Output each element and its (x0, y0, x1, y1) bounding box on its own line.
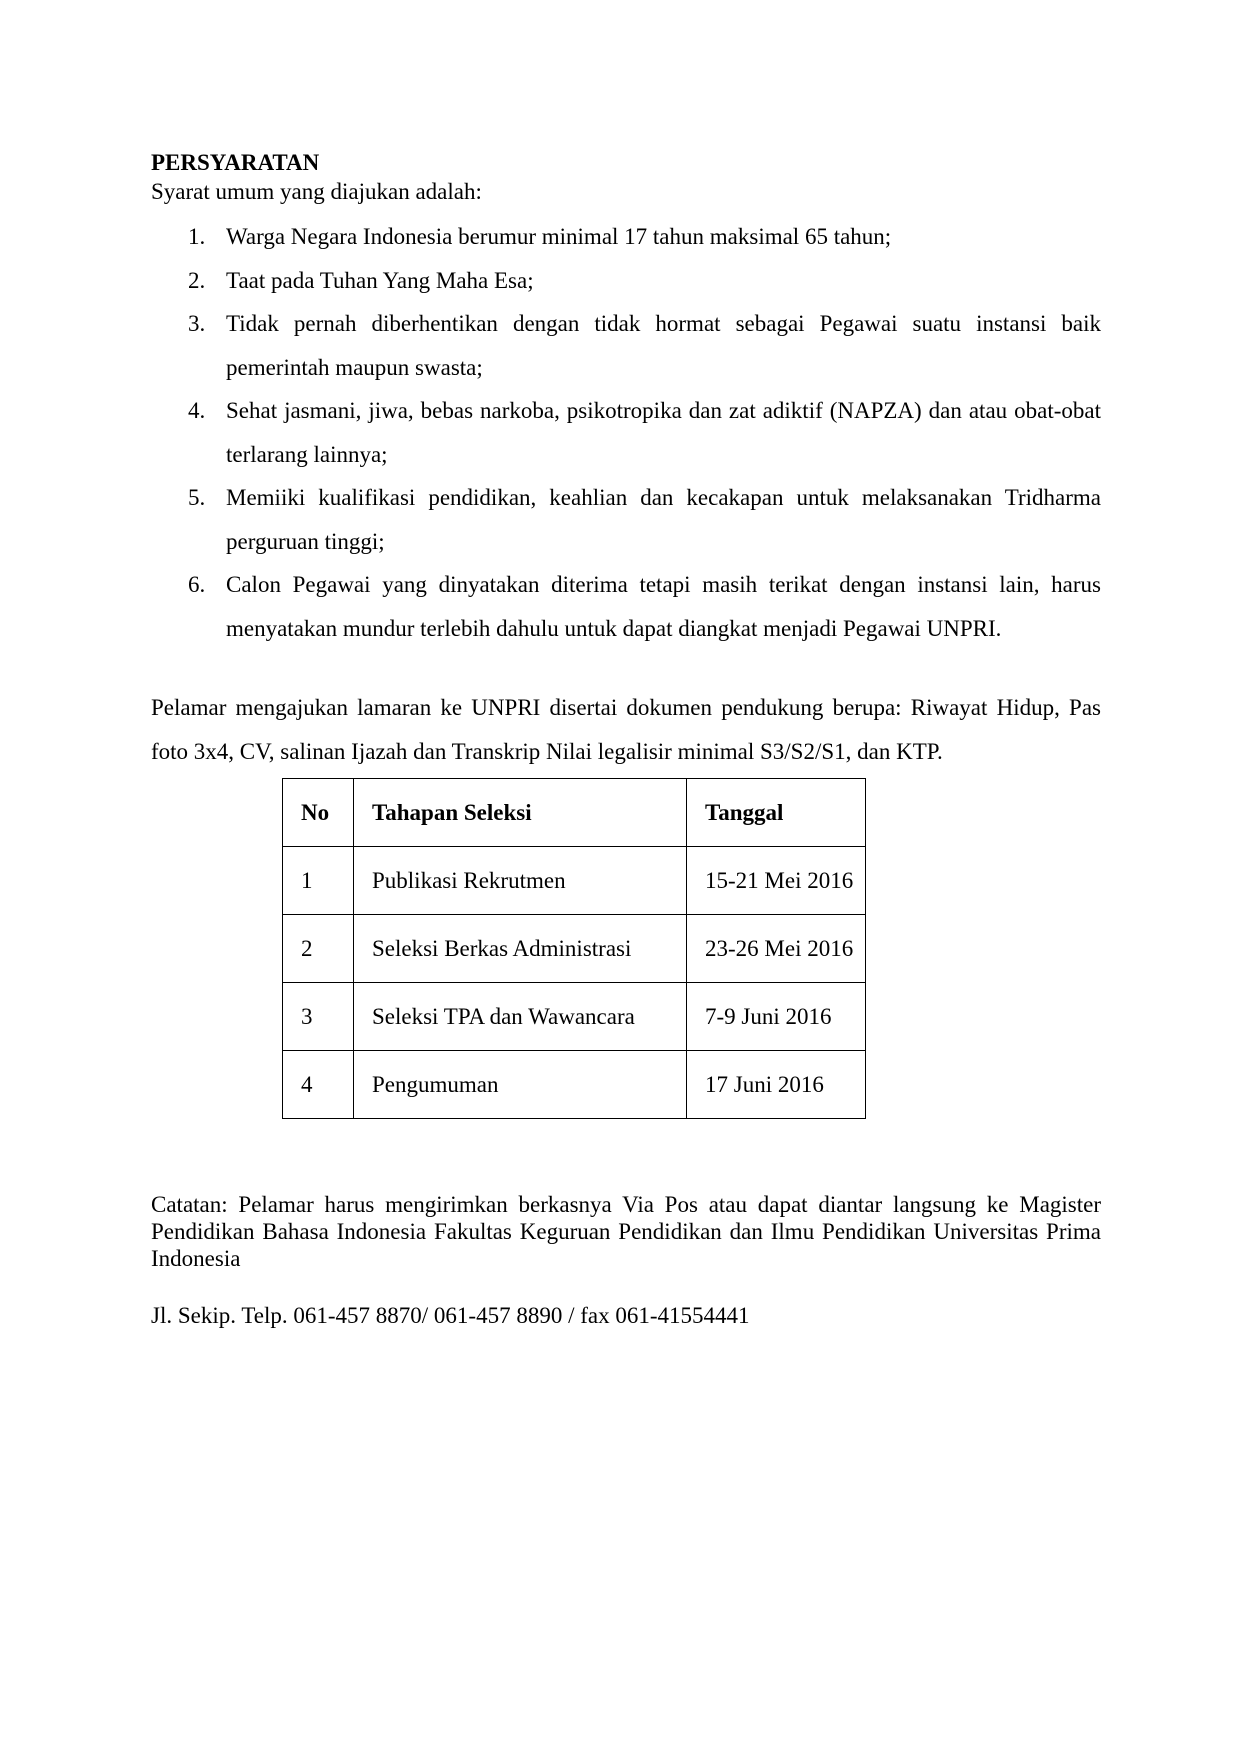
documents-paragraph: Pelamar mengajukan lamaran ke UNPRI disertai dokumen pendukung berupa: Riwayat Hidup, Pas foto 3x4, CV, salinan Ijazah dan Transkrip Nilai legalisir minimal S3/S2/S1, dan KTP. (151, 695, 1101, 764)
list-item-text: Warga Negara Indonesia berumur minimal 17 tahun maksimal 65 tahun; (226, 224, 892, 249)
list-item (151, 302, 1101, 389)
document-page (151, 148, 1101, 1329)
list-item (151, 389, 1101, 476)
selection-schedule-table (282, 778, 866, 1119)
list-item-number: 3. (188, 311, 206, 336)
cell-stage: Seleksi Berkas Administrasi (354, 915, 687, 983)
cell-no: 2 (283, 915, 354, 983)
list-item-number: 1. (188, 224, 206, 249)
header-date: Tanggal (687, 779, 866, 847)
list-item (151, 259, 1101, 303)
list-item-number: 4. (188, 398, 206, 423)
list-item-number: 2. (188, 267, 206, 293)
list-item-number: 6. (188, 572, 206, 597)
cell-stage: Seleksi TPA dan Wawancara (354, 983, 687, 1051)
header-no: No (283, 779, 354, 847)
list-item (151, 476, 1101, 563)
list-item (151, 563, 1101, 650)
intro-text: Syarat umum yang diajukan adalah: (151, 179, 482, 204)
list-item-text: Sehat jasmani, jiwa, bebas narkoba, psikotropika dan zat adiktif (NAPZA) dan atau obat-obat terlarang lainnya; (226, 398, 1101, 467)
cell-no: 4 (283, 1051, 354, 1119)
list-item-text: Taat pada Tuhan Yang Maha Esa; (226, 267, 534, 293)
table-row (283, 983, 866, 1051)
requirements-list (151, 215, 1101, 650)
table-row (283, 1051, 866, 1119)
table-row (283, 915, 866, 983)
table-row (283, 847, 866, 915)
cell-date: 17 Juni 2016 (687, 1051, 866, 1119)
cell-stage: Pengumuman (354, 1051, 687, 1119)
table-header-row (283, 779, 866, 847)
list-item-number: 5. (188, 485, 206, 510)
cell-date: 23-26 Mei 2016 (687, 915, 866, 983)
cell-date: 15-21 Mei 2016 (687, 847, 866, 915)
list-item-text: Tidak pernah diberhentikan dengan tidak hormat sebagai Pegawai suatu instansi baik pemerintah maupun swasta; (226, 311, 1101, 380)
header-stage: Tahapan Seleksi (354, 779, 687, 847)
section-heading: PERSYARATAN (151, 150, 320, 175)
note-paragraph: Catatan: Pelamar harus mengirimkan berkasnya Via Pos atau dapat diantar langsung ke Magister Pendidikan Bahasa Indonesia Fakultas Keguruan Pendidikan dan Ilmu Pendidikan Universitas Prima Indonesia (151, 1192, 1101, 1271)
address-line: Jl. Sekip. Telp. 061-457 8870/ 061-457 8890 / fax 061-41554441 (151, 1303, 750, 1328)
cell-stage: Publikasi Rekrutmen (354, 847, 687, 915)
cell-no: 1 (283, 847, 354, 915)
cell-date: 7-9 Juni 2016 (687, 983, 866, 1051)
list-item (151, 215, 1101, 259)
list-item-text: Calon Pegawai yang dinyatakan diterima tetapi masih terikat dengan instansi lain, harus menyatakan mundur terlebih dahulu untuk dapat diangkat menjadi Pegawai UNPRI. (226, 572, 1101, 641)
list-item-text: Memiiki kualifikasi pendidikan, keahlian dan kecakapan untuk melaksanakan Tridharma perguruan tinggi; (226, 485, 1101, 554)
cell-no: 3 (283, 983, 354, 1051)
